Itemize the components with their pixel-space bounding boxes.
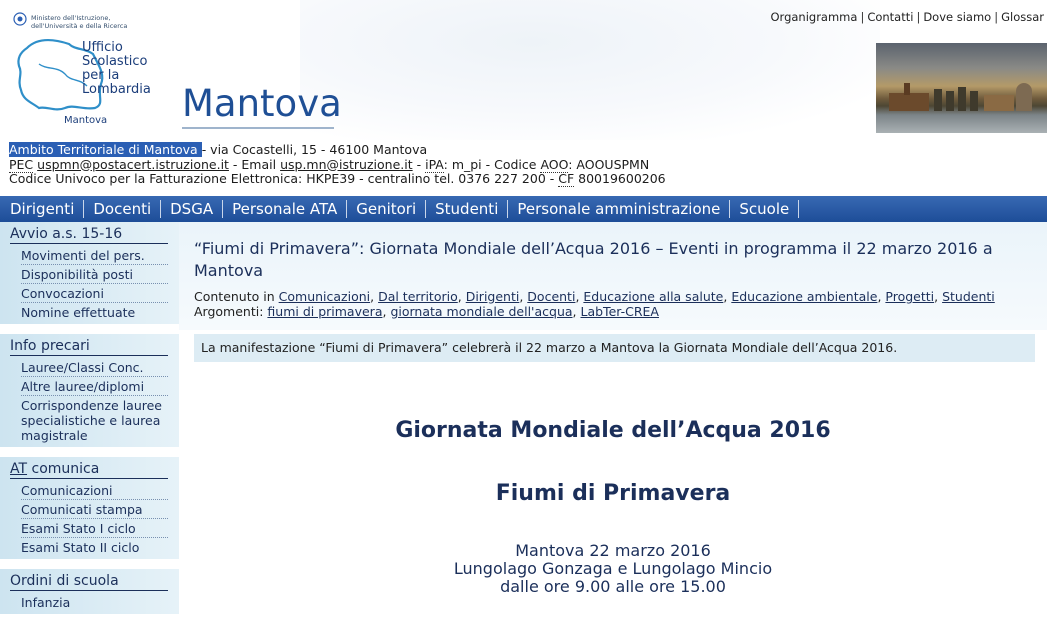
ipa-separator: - bbox=[412, 156, 426, 172]
at-abbr: AT bbox=[10, 461, 28, 477]
main-content bbox=[179, 222, 1047, 620]
category-link[interactable]: Dirigenti bbox=[465, 289, 520, 304]
pec-email-link[interactable]: uspmn@postacert.istruzione.it bbox=[37, 156, 229, 172]
nav-genitori[interactable]: Genitori bbox=[347, 200, 426, 218]
sidebar-box-title[interactable]: Ordini di scuola bbox=[10, 573, 168, 591]
ufficio-line-3: per la bbox=[82, 68, 120, 83]
nav-personale-ata[interactable]: Personale ATA bbox=[223, 200, 347, 218]
sidebar-item-movimenti[interactable]: Movimenti del pers. bbox=[21, 246, 168, 265]
email-link[interactable]: usp.mn@istruzione.it bbox=[280, 156, 413, 172]
sidebar bbox=[0, 222, 179, 620]
content-categories: Contenuto in Comunicazioni, Dal territorio, Dirigenti, Docenti, Educazione alla salute, Educazione ambientale, Progetti, Studenti bbox=[194, 289, 995, 304]
cf-value: 80019600206 bbox=[574, 171, 666, 186]
event-date: Mantova 22 marzo 2016 bbox=[515, 541, 711, 560]
ipa-abbr: iPA bbox=[425, 156, 444, 172]
title-underline bbox=[182, 127, 334, 129]
sidebar-item-disponibilita[interactable]: Disponibilità posti bbox=[21, 265, 168, 284]
toplink-contatti[interactable]: Contatti bbox=[867, 10, 914, 24]
article-summary: La manifestazione “Fiumi di Primavera” celebrerà il 22 marzo a Mantova la Giornata Mondiale dell’Acqua 2016. bbox=[194, 334, 1035, 362]
ministry-line-2: dell'Università e della Ricerca bbox=[31, 22, 128, 30]
tag-link[interactable]: fiumi di primavera bbox=[267, 304, 383, 319]
email-label: - Email bbox=[228, 156, 281, 172]
header-photo bbox=[876, 43, 1047, 133]
body-heading-1: Giornata Mondiale dell’Acqua 2016 bbox=[395, 418, 831, 443]
toplink-separator: | bbox=[916, 10, 921, 24]
ufficio-line-4: Lombardia bbox=[82, 82, 151, 97]
cf-abbr: CF bbox=[558, 171, 575, 186]
logo-location: Mantova bbox=[64, 115, 108, 126]
tag-link[interactable]: giornata mondiale dell'acqua bbox=[390, 304, 573, 319]
toplink-dove-siamo[interactable]: Dove siamo bbox=[923, 10, 992, 24]
ufficio-line-1: Ufficio bbox=[82, 40, 123, 55]
category-link[interactable]: Educazione ambientale bbox=[731, 289, 878, 304]
address-line-2 bbox=[9, 158, 666, 173]
sidebar-box-at-comunica bbox=[0, 457, 179, 559]
sidebar-item-esami-i-ciclo[interactable]: Esami Stato I ciclo bbox=[21, 519, 168, 538]
sidebar-item-lauree-classi[interactable]: Lauree/Classi Conc. bbox=[21, 358, 168, 377]
ufficio-name bbox=[82, 41, 151, 97]
sidebar-item-comunicazioni[interactable]: Comunicazioni bbox=[21, 481, 168, 500]
ministry-name bbox=[31, 14, 127, 30]
sidebar-item-comunicati-stampa[interactable]: Comunicati stampa bbox=[21, 500, 168, 519]
category-link[interactable]: Comunicazioni bbox=[278, 289, 371, 304]
nav-scuole[interactable]: Scuole bbox=[730, 200, 799, 218]
toplink-organigramma[interactable]: Organigramma bbox=[770, 10, 858, 24]
main-nav bbox=[0, 196, 1047, 222]
content-label: Contenuto in bbox=[194, 289, 279, 304]
ufficio-line-2: Scolastico bbox=[82, 54, 148, 69]
nav-personale-amministrazione[interactable]: Personale amministrazione bbox=[508, 200, 730, 218]
city-skyline-icon bbox=[884, 81, 1044, 111]
sidebar-box-title[interactable]: Info precari bbox=[10, 338, 168, 356]
aoo-value: : AOOUSPMN bbox=[568, 156, 650, 172]
category-link[interactable]: Docenti bbox=[527, 289, 576, 304]
toplink-glossario[interactable]: Glossar bbox=[1001, 10, 1044, 24]
sidebar-item-esami-ii-ciclo[interactable]: Esami Stato II ciclo bbox=[21, 540, 140, 555]
sidebar-box-info-precari bbox=[0, 334, 179, 447]
sidebar-box-title[interactable]: Avvio a.s. 15-16 bbox=[10, 226, 168, 244]
fatturazione-text: Codice Univoco per la Fatturazione Elettronica: HKPE39 - centralino tel. 0376 227 200 - bbox=[9, 171, 559, 186]
category-link[interactable]: Educazione alla salute bbox=[583, 289, 724, 304]
toplink-separator: | bbox=[994, 10, 999, 24]
event-details bbox=[179, 542, 1047, 596]
page-title: Mantova bbox=[182, 82, 342, 125]
address-street: - via Cocastelli, 15 - 46100 Mantova bbox=[201, 142, 428, 157]
category-link[interactable]: Dal territorio bbox=[378, 289, 458, 304]
nav-dsga[interactable]: DSGA bbox=[161, 200, 223, 218]
nav-studenti[interactable]: Studenti bbox=[426, 200, 508, 218]
site-logo[interactable] bbox=[9, 8, 179, 130]
nav-docenti[interactable]: Docenti bbox=[84, 200, 161, 218]
ministry-line-1: Ministero dell'Istruzione, bbox=[31, 14, 111, 22]
tags-label: Argomenti: bbox=[194, 304, 268, 319]
sidebar-box-avvio bbox=[0, 222, 179, 324]
ministry-emblem-icon bbox=[14, 13, 26, 25]
tag-link[interactable]: LabTer-CREA bbox=[580, 304, 659, 319]
event-location: Lungolago Gonzaga e Lungolago Mincio bbox=[453, 559, 773, 578]
title-rest: comunica bbox=[27, 461, 100, 477]
body-heading-2: Fiumi di Primavera bbox=[495, 481, 731, 506]
ipa-value: : m_pi - Codice bbox=[443, 156, 541, 172]
office-address bbox=[9, 143, 666, 187]
address-highlight: Ambito Territoriale di Mantova bbox=[9, 142, 202, 157]
article-tags: Argomenti: fiumi di primavera, giornata mondiale dell'acqua, LabTer-CREA bbox=[194, 304, 659, 319]
sidebar-item-nomine[interactable]: Nomine effettuate bbox=[21, 305, 136, 320]
article-meta bbox=[194, 289, 995, 319]
site-header bbox=[0, 0, 1047, 192]
sidebar-item-altre-lauree[interactable]: Altre lauree/diplomi bbox=[21, 377, 168, 396]
sidebar-item-infanzia[interactable]: Infanzia bbox=[21, 595, 71, 610]
sidebar-box-ordini bbox=[0, 569, 179, 614]
event-time: dalle ore 9.00 alle ore 15.00 bbox=[500, 577, 726, 596]
nav-dirigenti[interactable]: Dirigenti bbox=[0, 200, 84, 218]
address-line-3 bbox=[9, 172, 666, 187]
pec-abbr: PEC bbox=[9, 156, 34, 172]
category-link[interactable]: Studenti bbox=[942, 289, 995, 304]
toplink-separator: | bbox=[860, 10, 865, 24]
sidebar-item-convocazioni[interactable]: Convocazioni bbox=[21, 284, 168, 303]
address-line-1 bbox=[9, 143, 666, 158]
article-title: “Fiumi di Primavera”: Giornata Mondiale dell’Acqua 2016 – Eventi in programma il 22 marzo 2016 a Mantova bbox=[194, 239, 993, 280]
top-links bbox=[768, 10, 1047, 24]
aoo-abbr: AOO bbox=[540, 156, 569, 172]
sidebar-box-title[interactable] bbox=[10, 461, 168, 479]
sidebar-item-corrispondenze[interactable]: Corrispondenze lauree specialistiche e laurea magistrale bbox=[21, 398, 162, 443]
category-link[interactable]: Progetti bbox=[885, 289, 935, 304]
